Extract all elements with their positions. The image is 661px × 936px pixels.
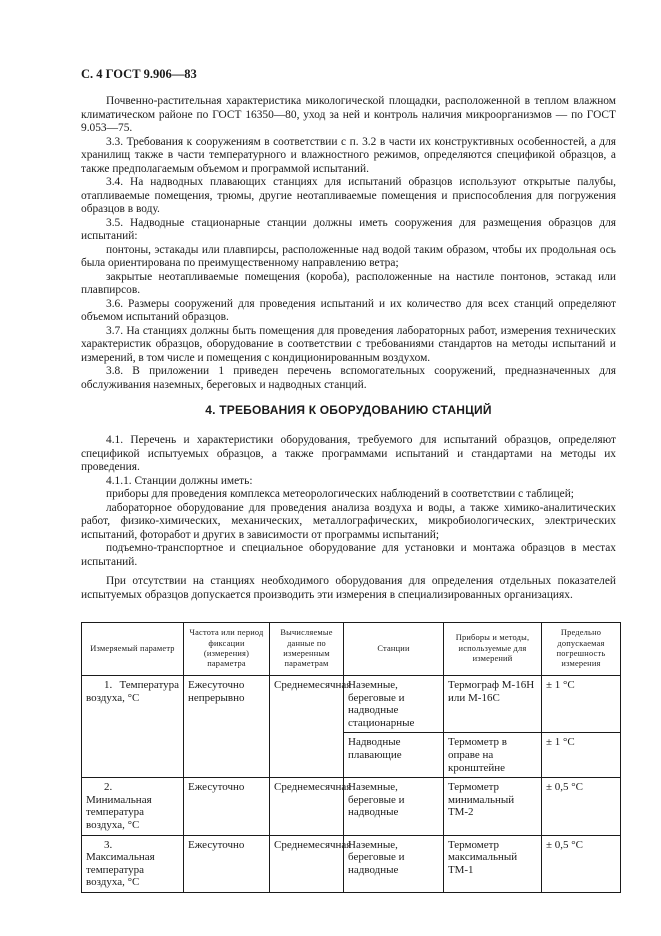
table-cell: Наземные, береговые и надводные	[344, 835, 444, 892]
table-row	[82, 676, 621, 733]
paragraph: приборы для проведения комплекса метеорологических наблюдений в соответствии с таблицей;	[106, 488, 574, 500]
table-header-cell: Вычисляемые данные по измеренным параметрам	[270, 623, 344, 676]
table-cell: ± 1 °С	[542, 676, 621, 733]
table-cell: Среднемесячная	[270, 778, 344, 835]
paragraph: подъемно-транспортное и специальное оборудование для установки и монтажа образцов в местах испытаний.	[81, 542, 616, 568]
table-cell: Термометр в оправе на кронштейне	[444, 733, 542, 778]
paragraph: понтоны, эстакады или плавпирсы, расположенные над водой таким образом, чтобы их продольная ось была ориентирована по преимущественному направлению ветра;	[81, 243, 616, 269]
paragraph: 3.4. На надводных плавающих станциях для испытаний образцов используют открытые палубы, отапливаемые помещения, трюмы, другие неотапливаемые помещения и приспособления для погружения образцов в воду.	[81, 176, 616, 215]
paragraph: 3.6. Размеры сооружений для проведения испытаний и их количество для всех станций определяют объемом испытаний образцов.	[81, 297, 616, 323]
table-cell: Среднемесячная	[270, 676, 344, 778]
table-cell: Ежесуточно непрерывно	[184, 676, 270, 778]
table-row	[82, 778, 621, 835]
paragraph: 4.1. Перечень и характеристики оборудования, требуемого для испытаний образцов, определяют спецификой испытуемых образцов, а также программами испытаний и стандартами на методы их проведения.	[81, 434, 616, 473]
table-header-cell: Измеряемый параметр	[82, 623, 184, 676]
table-cell: 3. Максимальная температура воздуха, °С	[82, 835, 184, 892]
table-cell: 1. Температура воздуха, °С	[82, 676, 184, 778]
table-cell: 2. Минимальная температура воздуха, °С	[82, 778, 184, 835]
table-cell: ± 1 °С	[542, 733, 621, 778]
table-cell: Ежесуточно	[184, 835, 270, 892]
section-3-text	[81, 95, 616, 392]
paragraph: лабораторное оборудование для проведения анализа воздуха и воды, а также химико-аналитических работ, физико-химических, механических, металлографических, микробиологических, электрических испытаний, фоторабот и других в зависимости от программы испытаний;	[81, 501, 616, 541]
paragraph: закрытые неотапливаемые помещения (короба), расположенные на настиле понтонов, эстакад или плавпирсов.	[81, 270, 616, 296]
table-cell: Термометр минимальный ТМ-2	[444, 778, 542, 835]
table-cell: Наземные, береговые и надводные стационарные	[344, 676, 444, 733]
section-4-text	[81, 434, 616, 602]
table-header-cell: Станции	[344, 623, 444, 676]
paragraph: 3.8. В приложении 1 приведен перечень вспомогательных сооружений, предназначенных для обслуживания наземных, береговых и надводных станций.	[81, 365, 616, 391]
paragraph: 3.3. Требования к сооружениям в соответствии с п. 3.2 в части их конструктивных особенностей, а для хранилищ также в части температурного и влажностного режимов, определяются спецификой образцов, а также предполагаемым объемом и программой испытаний.	[81, 135, 616, 175]
table-cell: Термометр максимальный ТМ-1	[444, 835, 542, 892]
table-cell: Наземные, береговые и надводные	[344, 778, 444, 835]
paragraph: 3.5. Надводные стационарные станции должны иметь сооружения для размещения образцов для испытаний:	[81, 216, 616, 242]
paragraph: 3.7. На станциях должны быть помещения для проведения лабораторных работ, измерения технических характеристик образцов, оборудование в соответствии с требованиями стандартов на методы испытаний и измерений, в том числе и помещения с кондиционированным воздухом.	[81, 324, 616, 364]
equipment-table	[81, 622, 621, 893]
table-header-cell: Приборы и методы, используемые для измерений	[444, 623, 542, 676]
table-cell: Термограф М-16Н или М-16С	[444, 676, 542, 733]
table-row	[82, 835, 621, 892]
table-cell: Среднемесячная	[270, 835, 344, 892]
table-cell: Надводные плавающие	[344, 733, 444, 778]
table-cell: ± 0,5 °С	[542, 778, 621, 835]
table-header-cell: Предельно допускаемая погрешность измерения	[542, 623, 621, 676]
paragraph: 4.1.1. Станции должны иметь:	[106, 474, 253, 487]
section-heading: 4. ТРЕБОВАНИЯ К ОБОРУДОВАНИЮ СТАНЦИЙ	[205, 403, 492, 417]
paragraph: При отсутствии на станциях необходимого оборудования для определения отдельных показателей испытуемых образцов допускается производить эти измерения в специализированных организациях.	[81, 575, 616, 601]
table-header-cell: Частота или период фиксации (измерения) параметра	[184, 623, 270, 676]
page-header: С. 4 ГОСТ 9.906—83	[81, 67, 197, 81]
paragraph: Почвенно-растительная характеристика микологической площадки, расположенной в теплом влажном климатическом районе по ГОСТ 16350—80, уход за ней и контроль наличия микроорганизмов — по ГОСТ 9.053—75.	[81, 95, 616, 134]
table-cell: ± 0,5 °С	[542, 835, 621, 892]
table-cell: Ежесуточно	[184, 778, 270, 835]
